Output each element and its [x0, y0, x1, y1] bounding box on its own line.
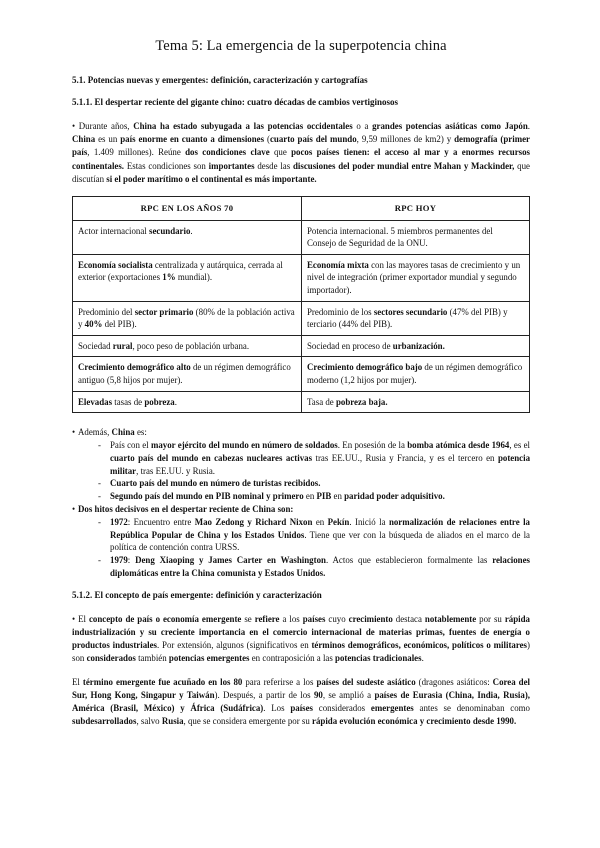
text-run: desde las — [254, 160, 293, 171]
bold-text: Economía mixta — [307, 259, 369, 270]
bold-text: pobreza — [144, 396, 175, 407]
text-run: con las mayores tasas de crecimiento y un nivel de integración (primer exportador mundial y segundo importador). — [307, 259, 521, 295]
text-run: . — [527, 121, 530, 131]
table-cell — [73, 220, 302, 254]
bold-text: cuarto país del mundo — [269, 134, 357, 145]
text-run: . Actos que establecieron formalmente las — [325, 555, 493, 566]
bold-text: potencias emergentes — [168, 653, 250, 664]
text-run: se — [241, 613, 255, 624]
table-row — [73, 391, 530, 413]
text-run: centralizada y autárquica, cerrada al exterior (exportaciones — [78, 259, 283, 283]
text-run: cuyo — [325, 613, 349, 624]
text-run: . Inició la — [349, 516, 389, 527]
table-header-70s: RPC EN LOS AÑOS 70 — [73, 197, 302, 221]
text-run: Predominio de los — [307, 306, 374, 317]
bold-text: Dos hitos decisivos en el despertar reciente de China son: — [78, 503, 294, 514]
list-item — [72, 503, 530, 580]
table-cell — [302, 301, 530, 335]
text-run: . Los — [263, 702, 291, 713]
bold-text: países — [290, 702, 314, 713]
intro-paragraph — [72, 120, 530, 186]
text-run: País con el — [110, 439, 151, 450]
bold-text: considerados — [86, 653, 136, 664]
bold-text: crecimiento — [348, 613, 393, 624]
text-run: , se amplió a — [322, 689, 375, 700]
bold-text: bomba atómica desde 1964 — [407, 439, 510, 450]
bold-text: importantes — [208, 160, 255, 171]
bold-text: 90 — [313, 689, 323, 700]
bold-text: pocos países tienen: el acceso al mar y a enormes recursos continentales. — [72, 147, 530, 171]
bold-text: concepto de país o economía emergente — [88, 613, 242, 624]
bold-text: emergentes — [370, 702, 414, 713]
text-run: a los — [279, 613, 303, 624]
bold-text: si el poder marítimo o el continental es más importante. — [106, 173, 317, 184]
text-run: tras EE.UU., Rusia y Francia, y es el tercero en — [312, 452, 498, 463]
text-run: para referirse a los — [242, 676, 317, 687]
list-item — [72, 426, 530, 503]
text-run: es: — [134, 427, 147, 438]
text-run: Potencia internacional. 5 miembros permanentes del Consejo de Seguridad de la ONU. — [307, 225, 493, 249]
bold-text: paridad poder adquisitivo. — [344, 491, 445, 502]
section-heading-5-1: 5.1. Potencias nuevas y emergentes: definición, caracterización y cartografías — [72, 75, 368, 85]
bold-text: potencias tradicionales — [335, 653, 422, 664]
text-run: que — [269, 147, 292, 158]
text-run: Predominio del — [78, 306, 135, 317]
comparison-table — [72, 196, 530, 413]
bold-text: Mao Zedong y Richard Nixon — [194, 516, 313, 527]
text-run: Tasa de — [307, 396, 336, 407]
table-cell — [73, 357, 302, 391]
bold-text: Cuarto país del mundo en número de turistas recibidos. — [110, 478, 321, 489]
text-run: ). Después, a partir de los — [214, 689, 314, 700]
list-item-text — [78, 504, 293, 514]
bold-text: Economía socialista — [78, 259, 153, 270]
text-run: . — [190, 225, 193, 236]
bold-text: Segundo país del mundo en PIB nominal y primero — [110, 491, 304, 502]
text-run: . Tiene que ver con la búsqueda de aliados en el marco de la política de contención contra URSS. — [110, 529, 530, 553]
text-run: , tras EE.UU. y Rusia. — [136, 465, 216, 476]
bold-text: subdesarrollados — [72, 716, 137, 727]
table-cell — [302, 254, 530, 301]
text-run: , 9,59 millones de km2) y — [356, 134, 455, 145]
text-run: ) son — [72, 640, 530, 664]
bold-text: término emergente fue acuñado en los 80 — [82, 676, 243, 687]
bold-text: países de Eurasia (China, India, Rusia), América (Brasil, México) y África (Sudáfrica) — [72, 689, 531, 713]
bold-text: normalización de relaciones entre la República Popular de China y los Estados Unidos — [110, 516, 530, 540]
bold-text: urbanización. — [392, 340, 445, 351]
text-run: El — [72, 676, 83, 687]
text-run: : Encuentro entre — [127, 516, 195, 527]
document-page — [72, 38, 530, 738]
text-run: , 1.409 millones). Reúne — [87, 147, 186, 158]
bold-text: notablemente — [424, 613, 477, 624]
text-run: Sociedad — [78, 340, 113, 351]
bold-text: mayor ejército del mundo en número de soldados — [150, 439, 338, 450]
table-header-today: RPC HOY — [302, 197, 530, 221]
bold-text: secundario — [148, 225, 191, 236]
table-cell — [73, 301, 302, 335]
text-run: de un régimen demográfico antiguo (5,8 hijos por mujer). — [78, 362, 291, 385]
text-run: o a — [352, 121, 373, 131]
sub-list-item — [98, 490, 530, 503]
text-run: (47% del PIB) y terciario (44% del PIB). — [307, 306, 508, 330]
bold-text: 1979 — [110, 555, 128, 566]
bold-text: Corea del Sur, Hong Kong, Singapur y Taiwán — [72, 676, 530, 700]
text-run: en — [331, 491, 345, 502]
text-run: , salvo — [136, 716, 162, 727]
sub-list-item — [98, 439, 530, 477]
bold-text: discusiones del poder mundial entre Mahan y Mackinder, — [293, 160, 515, 171]
text-run: . En posesión de la — [337, 439, 408, 450]
text-run: antes se denominaban como — [413, 702, 530, 713]
text-run: tasas de — [112, 396, 145, 407]
table-cell — [302, 335, 530, 357]
text-run: por su — [476, 613, 505, 624]
sub-list-item — [98, 554, 530, 580]
sub-list-item — [98, 477, 530, 490]
text-run: , es el — [509, 439, 530, 450]
text-run: de un régimen demográfico moderno (1,2 hijos por mujer). — [307, 362, 523, 385]
section-heading-5-1-2: 5.1.2. El concepto de país emergente: definición y caracterización — [72, 589, 322, 600]
concept-paragraph — [72, 613, 530, 666]
table-cell — [73, 254, 302, 301]
term-paragraph — [72, 676, 530, 729]
bold-text: 1% — [162, 272, 176, 283]
table-row — [73, 335, 530, 357]
bold-text: dos condiciones clave — [185, 147, 270, 158]
text-run: . — [421, 653, 424, 664]
bold-text: país enorme en cuanto a dimensiones — [120, 134, 265, 145]
sub-list — [78, 516, 530, 580]
bold-text: rural — [112, 340, 133, 351]
sub-list-item — [98, 516, 530, 554]
bold-text: Deng Xiaoping y James Carter en Washington — [135, 555, 326, 566]
text-run: en contraposición a las — [249, 653, 336, 664]
bold-text: sector primario — [134, 306, 194, 317]
table-row — [73, 220, 530, 254]
page-title: Tema 5: La emergencia de la superpotencia china — [155, 38, 447, 54]
text-run: en — [303, 491, 317, 502]
bold-text: rápida evolución económica y crecimiento desde 1990. — [312, 716, 517, 727]
text-run: es un — [95, 134, 121, 145]
bold-text: demografía (primer país — [72, 134, 530, 158]
text-run: ( — [264, 134, 270, 145]
bold-text: China — [72, 134, 96, 145]
text-run: • El — [72, 613, 89, 624]
section-heading-5-1-1: 5.1.1. El despertar reciente del gigante chino: cuatro décadas de cambios vertiginosos — [72, 97, 398, 107]
text-run: : — [127, 555, 136, 566]
text-run: mundial). — [175, 272, 213, 283]
bold-text: Elevadas — [78, 396, 113, 407]
table-cell — [73, 391, 302, 413]
text-run: del PIB). — [102, 319, 137, 330]
bold-text: Crecimiento demográfico alto — [78, 362, 191, 373]
table-header-row — [73, 197, 530, 221]
text-run: destaca — [392, 613, 425, 624]
sub-list — [78, 439, 530, 503]
bold-text: pobreza baja. — [335, 396, 388, 407]
text-run: también — [135, 653, 169, 664]
bold-text: grandes potencias asiáticas como Japón — [372, 121, 528, 131]
bullet-list — [72, 426, 530, 580]
bold-text: relaciones diplomáticas entre la China comunista y Estados Unidos. — [110, 555, 531, 578]
bold-text: Crecimiento demográfico bajo — [307, 362, 423, 373]
text-run: . Por extensión, algunos (significativos en — [157, 640, 312, 651]
bold-text: PIB — [316, 491, 332, 502]
text-run: • Durante años, — [72, 121, 134, 131]
text-run: Además, — [78, 427, 112, 438]
table-row — [73, 301, 530, 335]
text-run: (80% de la población activa y — [78, 306, 295, 330]
text-run: . — [174, 396, 177, 407]
table-cell — [302, 357, 530, 391]
bold-text: 40% — [84, 319, 103, 330]
text-run: (dragones asiáticos: — [415, 676, 493, 687]
table-cell — [302, 391, 530, 413]
table-cell — [73, 335, 302, 357]
bold-text: términos demográficos, económicos, políticos o militares — [311, 640, 528, 651]
text-run: que discutían — [72, 160, 530, 184]
bold-text: cuarto país del mundo en cabezas nucleares activas — [110, 452, 313, 463]
text-run: Estas condiciones son — [124, 160, 209, 171]
text-run: , que se considera emergente por su — [183, 716, 313, 727]
table-row — [73, 254, 530, 301]
bold-text: China ha estado subyugada a las potencias occidentales — [133, 121, 353, 131]
text-run: en — [312, 516, 328, 527]
bold-text: sectores secundario — [373, 306, 448, 317]
bold-text: Pekín — [327, 516, 350, 527]
bold-text: países — [302, 613, 326, 624]
bold-text: rápida industrialización y su creciente importancia en el comercio internacional de materias primas, fuentes de energía o productos industriales — [72, 613, 530, 651]
bold-text: Rusia — [161, 716, 184, 727]
bold-text: países del sudeste asiático — [316, 676, 416, 687]
table-row — [73, 357, 530, 391]
text-run: Sociedad en proceso de — [307, 340, 393, 351]
bold-text: China — [111, 427, 135, 438]
bold-text: refiere — [254, 613, 280, 624]
bold-text: 1972 — [110, 516, 128, 527]
list-item-text — [78, 427, 147, 437]
table-cell — [302, 220, 530, 254]
text-run: Actor internacional — [78, 225, 149, 236]
bold-text: potencia militar — [110, 452, 531, 476]
text-run: , poco peso de población urbana. — [132, 340, 250, 351]
text-run: considerados — [313, 702, 371, 713]
